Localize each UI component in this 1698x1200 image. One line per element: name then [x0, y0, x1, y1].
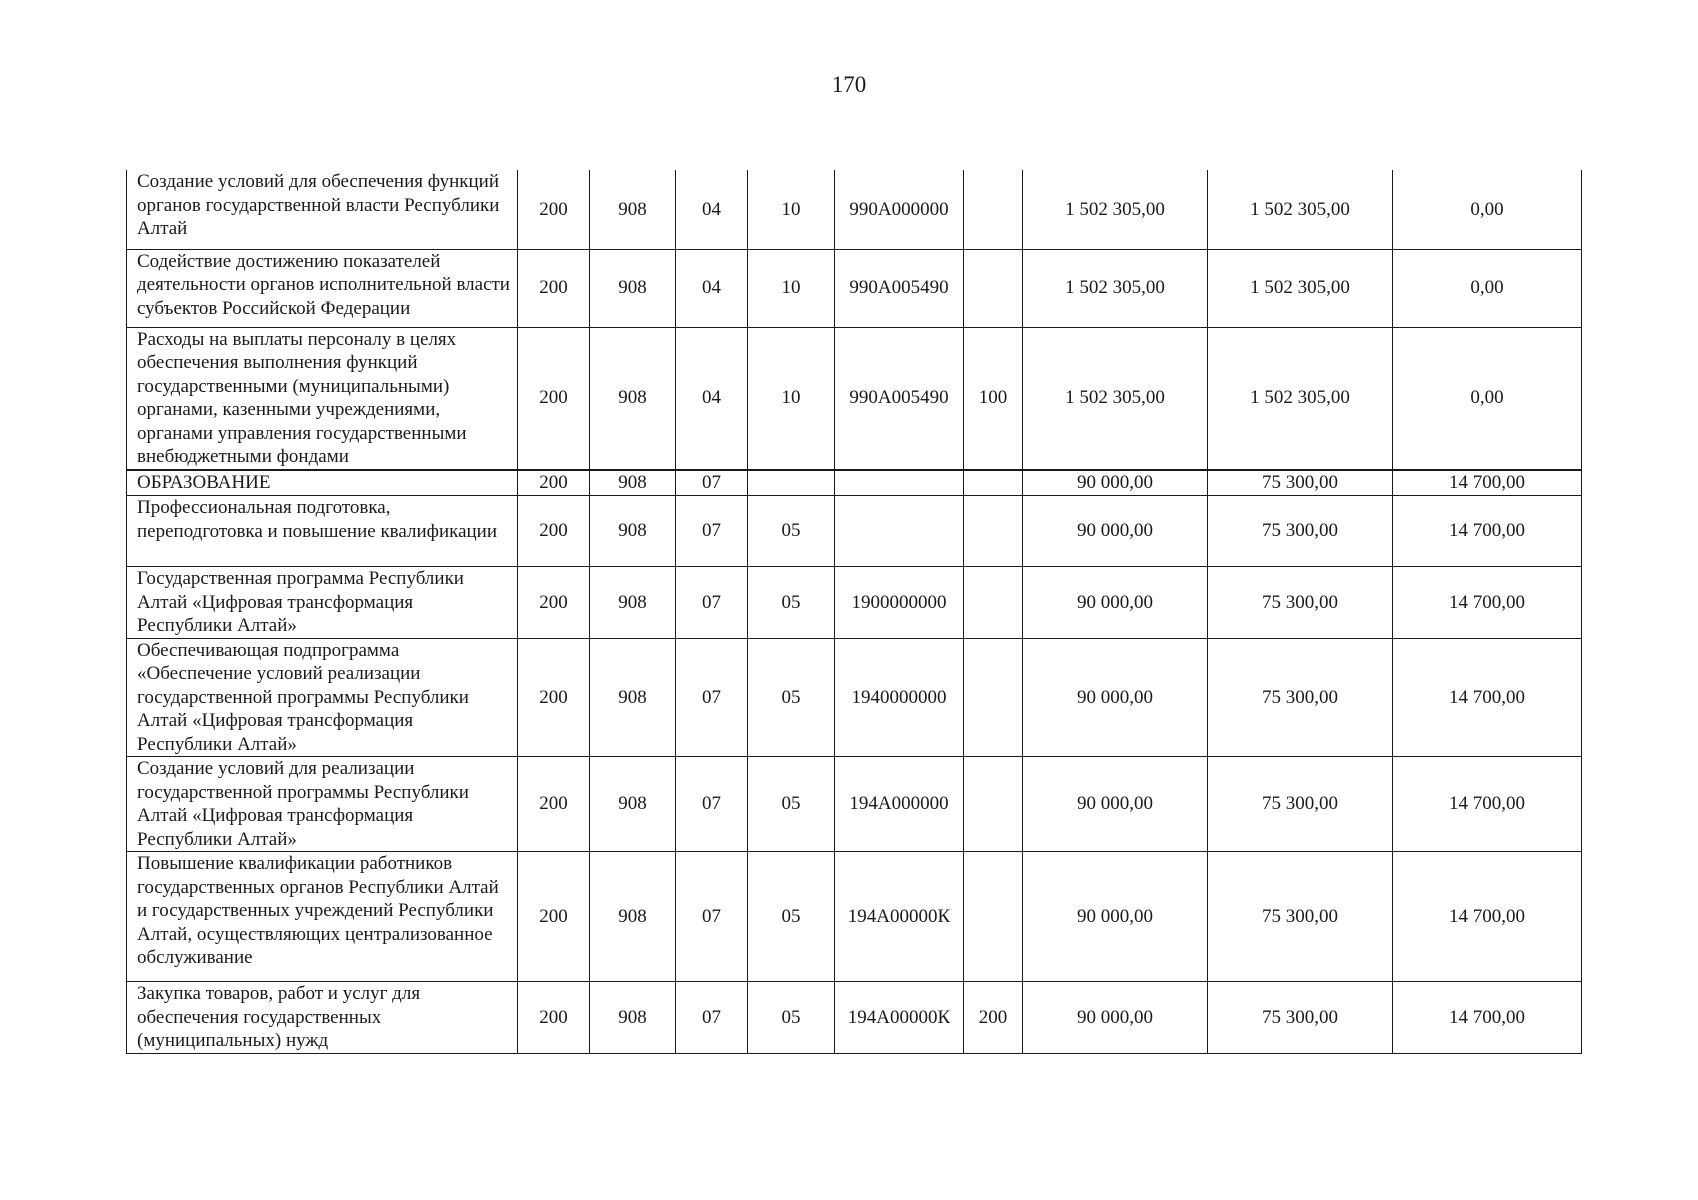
cell-amount: 90 000,00 [1023, 852, 1208, 982]
table-row [127, 852, 1582, 982]
table-row [127, 496, 1582, 567]
row-name: Профессиональная подготовка, переподготовка и повышение квалификации [127, 496, 518, 567]
cell-amount: 14 700,00 [1393, 496, 1582, 567]
cell-code: 07 [676, 852, 748, 982]
cell-code: 1900000000 [835, 567, 964, 639]
cell-code [748, 470, 835, 496]
cell-code [964, 638, 1023, 757]
row-name: Содействие достижению показателей деятельности органов исполнительной власти субъектов Российской Федерации [127, 249, 518, 327]
table-row [127, 982, 1582, 1054]
cell-code: 200 [518, 327, 590, 470]
cell-code: 200 [518, 170, 590, 249]
cell-code: 908 [590, 567, 676, 639]
cell-amount: 75 300,00 [1208, 982, 1393, 1054]
cell-amount: 75 300,00 [1208, 470, 1393, 496]
cell-code: 908 [590, 327, 676, 470]
table-row-section [127, 470, 1582, 496]
cell-code [964, 852, 1023, 982]
cell-code [964, 470, 1023, 496]
cell-code: 908 [590, 852, 676, 982]
cell-amount: 0,00 [1393, 249, 1582, 327]
cell-code [964, 757, 1023, 852]
cell-amount: 1 502 305,00 [1208, 170, 1393, 249]
cell-amount: 1 502 305,00 [1023, 327, 1208, 470]
table-row [127, 249, 1582, 327]
cell-code: 05 [748, 638, 835, 757]
cell-code: 200 [518, 757, 590, 852]
cell-amount: 75 300,00 [1208, 757, 1393, 852]
row-name: Создание условий для реализации государственной программы Республики Алтай «Цифровая трансформация Республики Алтай» [127, 757, 518, 852]
cell-code: 908 [590, 470, 676, 496]
cell-amount: 75 300,00 [1208, 567, 1393, 639]
cell-code [964, 249, 1023, 327]
cell-code: 990А005490 [835, 327, 964, 470]
row-name: Повышение квалификации работников государственных органов Республики Алтай и государственных учреждений Республики Алтай, осуществляющих централизованное обслуживание [127, 852, 518, 982]
cell-code: 908 [590, 249, 676, 327]
cell-amount: 14 700,00 [1393, 638, 1582, 757]
cell-code: 07 [676, 470, 748, 496]
cell-amount: 90 000,00 [1023, 567, 1208, 639]
cell-code: 194А000000 [835, 757, 964, 852]
cell-code: 194А00000К [835, 852, 964, 982]
table-row [127, 170, 1582, 249]
cell-code: 200 [518, 982, 590, 1054]
cell-code: 10 [748, 249, 835, 327]
cell-code: 10 [748, 170, 835, 249]
cell-amount: 90 000,00 [1023, 638, 1208, 757]
cell-code: 908 [590, 496, 676, 567]
cell-amount: 14 700,00 [1393, 470, 1582, 496]
cell-code: 908 [590, 982, 676, 1054]
cell-code [835, 470, 964, 496]
cell-code: 07 [676, 982, 748, 1054]
cell-amount: 14 700,00 [1393, 757, 1582, 852]
cell-code: 04 [676, 170, 748, 249]
cell-code: 200 [518, 638, 590, 757]
cell-amount: 90 000,00 [1023, 757, 1208, 852]
cell-code: 07 [676, 757, 748, 852]
cell-amount: 0,00 [1393, 170, 1582, 249]
cell-amount: 14 700,00 [1393, 982, 1582, 1054]
cell-code: 05 [748, 852, 835, 982]
table-row [127, 567, 1582, 639]
cell-amount: 1 502 305,00 [1023, 249, 1208, 327]
cell-code: 05 [748, 567, 835, 639]
cell-code: 194А00000К [835, 982, 964, 1054]
cell-code: 200 [518, 852, 590, 982]
cell-code: 05 [748, 757, 835, 852]
budget-table [126, 170, 1582, 1054]
cell-amount: 90 000,00 [1023, 470, 1208, 496]
page-number: 170 [831, 72, 867, 97]
row-name: Создание условий для обеспечения функций органов государственной власти Республики Алтай [127, 170, 518, 249]
row-name: Закупка товаров, работ и услуг для обеспечения государственных (муниципальных) нужд [127, 982, 518, 1054]
cell-code: 1940000000 [835, 638, 964, 757]
cell-code: 908 [590, 170, 676, 249]
row-name: ОБРАЗОВАНИЕ [127, 470, 518, 496]
cell-code [964, 170, 1023, 249]
cell-code: 05 [748, 496, 835, 567]
cell-code: 200 [518, 567, 590, 639]
row-name: Обеспечивающая подпрограмма «Обеспечение условий реализации государственной программы Республики Алтай «Цифровая трансформация Республики Алтай» [127, 638, 518, 757]
cell-code: 200 [518, 249, 590, 327]
cell-code [964, 496, 1023, 567]
cell-code: 07 [676, 638, 748, 757]
cell-code: 100 [964, 327, 1023, 470]
row-name: Государственная программа Республики Алтай «Цифровая трансформация Республики Алтай» [127, 567, 518, 639]
cell-code: 908 [590, 757, 676, 852]
table-row [127, 327, 1582, 470]
cell-amount: 90 000,00 [1023, 496, 1208, 567]
table-row [127, 638, 1582, 757]
cell-code: 04 [676, 327, 748, 470]
cell-amount: 1 502 305,00 [1023, 170, 1208, 249]
cell-code: 990А005490 [835, 249, 964, 327]
cell-amount: 90 000,00 [1023, 982, 1208, 1054]
cell-amount: 75 300,00 [1208, 496, 1393, 567]
cell-code: 05 [748, 982, 835, 1054]
cell-code: 07 [676, 496, 748, 567]
cell-amount: 0,00 [1393, 327, 1582, 470]
cell-code [964, 567, 1023, 639]
cell-code [835, 496, 964, 567]
cell-code: 200 [518, 470, 590, 496]
cell-code: 200 [964, 982, 1023, 1054]
cell-amount: 75 300,00 [1208, 852, 1393, 982]
cell-code: 07 [676, 567, 748, 639]
row-name: Расходы на выплаты персоналу в целях обеспечения выполнения функций государственными (муниципальными) органами, казенными учреждениями, органами управления государственными внебюджетными фондами [127, 327, 518, 470]
cell-amount: 1 502 305,00 [1208, 249, 1393, 327]
cell-code: 04 [676, 249, 748, 327]
cell-amount: 14 700,00 [1393, 852, 1582, 982]
cell-amount: 1 502 305,00 [1208, 327, 1393, 470]
cell-code: 908 [590, 638, 676, 757]
table-row [127, 757, 1582, 852]
cell-code: 990А000000 [835, 170, 964, 249]
cell-amount: 14 700,00 [1393, 567, 1582, 639]
cell-code: 200 [518, 496, 590, 567]
cell-amount: 75 300,00 [1208, 638, 1393, 757]
cell-code: 10 [748, 327, 835, 470]
